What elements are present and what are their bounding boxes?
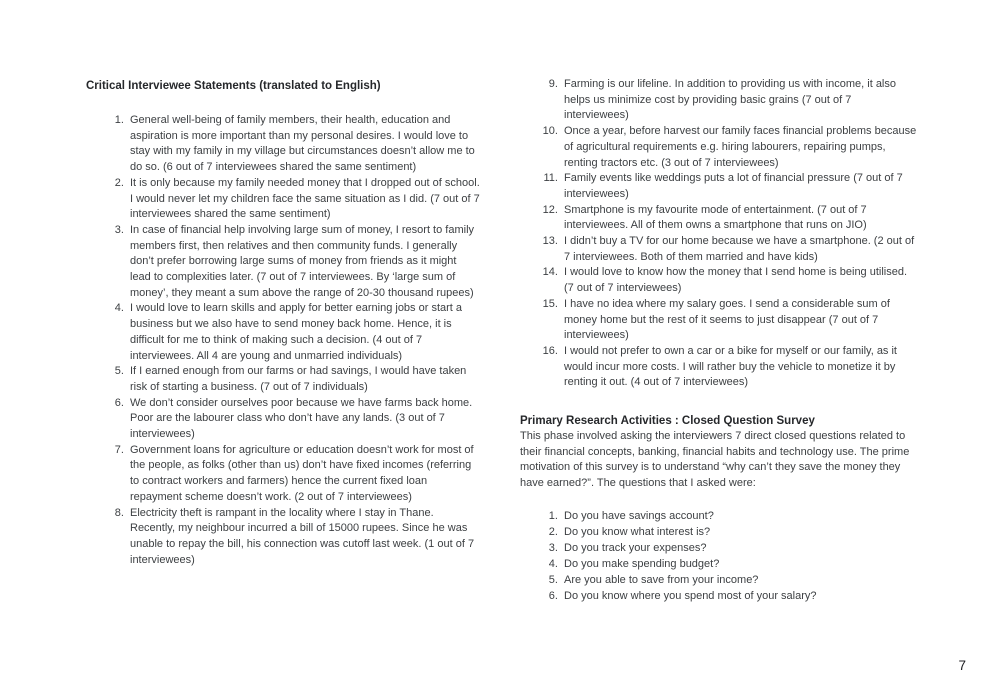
- list-item: 4. Do you make spending budget?: [561, 556, 918, 572]
- list-item: 11. Family events like weddings puts a lot of financial pressure (7 out of 7 interviewees): [561, 171, 918, 202]
- list-item: 2. It is only because my family needed money that I dropped out of school. I would never let my children face the same situation as I did. (7 out of 7 interviewees shared the same sentiment): [127, 176, 480, 223]
- list-item: 12. Smartphone is my favourite mode of entertainment. (7 out of 7 interviewees. All of them owns a smartphone that runs on JIO): [561, 203, 918, 234]
- list-item: 3. In case of financial help involving large sum of money, I resort to family members first, then relatives and then community funds. I generally don’t prefer borrowing large sums of money from friends as it might lead to complexities later. (7 out of 7 interviewees. By ‘large sum of money’, they meant a sum above the range of 20-30 thousand rupees): [127, 223, 480, 302]
- left-column-heading: Critical Interviewee Statements (translated to English): [86, 80, 381, 92]
- interviewee-statements-list-1-8: [86, 113, 480, 568]
- list-item: 6. We don’t consider ourselves poor because we have farms back home. Poor are the labourer class who don’t have any lands. (3 out of 7 interviewees): [127, 396, 480, 443]
- right-column: [520, 77, 918, 604]
- list-item: 2. Do you know what interest is?: [561, 524, 918, 540]
- list-item: 14. I would love to know how the money that I send home is being utilised. (7 out of 7 interviewees): [561, 265, 918, 296]
- list-item: 4. I would love to learn skills and apply for better earning jobs or start a business but we also have to send money back home. Hence, it is difficult for me to think of making such a decision. (4 out of 7 interviewees. All 4 are young and unmarried individuals): [127, 301, 480, 364]
- page-number: 7: [958, 658, 966, 673]
- list-item: 15. I have no idea where my salary goes. I send a considerable sum of money home but the rest of it seems to just disappear (7 out of 7 interviewees): [561, 297, 918, 344]
- list-item: 3. Do you track your expenses?: [561, 540, 918, 556]
- list-item: 7. Government loans for agriculture or education doesn’t work for most of the people, as folks (other than us) don’t have fixed incomes (referring to contract workers and farmers) hence the current fixed loan repayment scheme doesn’t work. (2 out of 7 interviewees): [127, 443, 480, 506]
- list-item: 9. Farming is our lifeline. In addition to providing us with income, it also helps us minimize cost by providing basic grains (7 out of 7 interviewees): [561, 77, 918, 124]
- list-item: 1. Do you have savings account?: [561, 508, 918, 524]
- interviewee-statements-list-9-16: [520, 77, 918, 391]
- list-item: 6. Do you know where you spend most of your salary?: [561, 588, 918, 604]
- survey-intro-paragraph: This phase involved asking the interviewers 7 direct closed questions related to their financial concepts, banking, financial habits and technology use. The prime motivation of this survey is to understand “why can’t they save the money they have earned?”. The questions that I asked were:: [520, 430, 910, 490]
- list-item: 13. I didn’t buy a TV for our home because we have a smartphone. (2 out of 7 interviewees. Both of them married and have kids): [561, 234, 918, 265]
- survey-questions-list: [520, 508, 918, 605]
- list-item: 5. Are you able to save from your income?: [561, 572, 918, 588]
- list-item: 1. General well-being of family members, their health, education and aspiration is more important than my personal desires. I would love to stay with my family in my village but circumstances doesn’t allow me to do so. (6 out of 7 interviewees shared the same sentiment): [127, 113, 480, 176]
- list-item: 5. If I earned enough from our farms or had savings, I would have taken risk of starting a business. (7 out of 7 individuals): [127, 364, 480, 395]
- left-column: [86, 79, 480, 568]
- list-item: 8. Electricity theft is rampant in the locality where I stay in Thane. Recently, my neighbour incurred a bill of 15000 rupees. Since he was unable to repay the bill, his connection was cutoff last week. (1 out of 7 interviewees): [127, 506, 480, 569]
- survey-section-heading: Primary Research Activities : Closed Question Survey: [520, 415, 815, 428]
- list-item: 10. Once a year, before harvest our family faces financial problems because of agricultural requirements e.g. hiring labourers, repairing pumps, renting tractors etc. (3 out of 7 interviewees): [561, 124, 918, 171]
- list-item: 16. I would not prefer to own a car or a bike for myself or our family, as it would incur more costs. I will rather buy the vehicle to monetize it by renting it out. (4 out of 7 interviewees): [561, 344, 918, 391]
